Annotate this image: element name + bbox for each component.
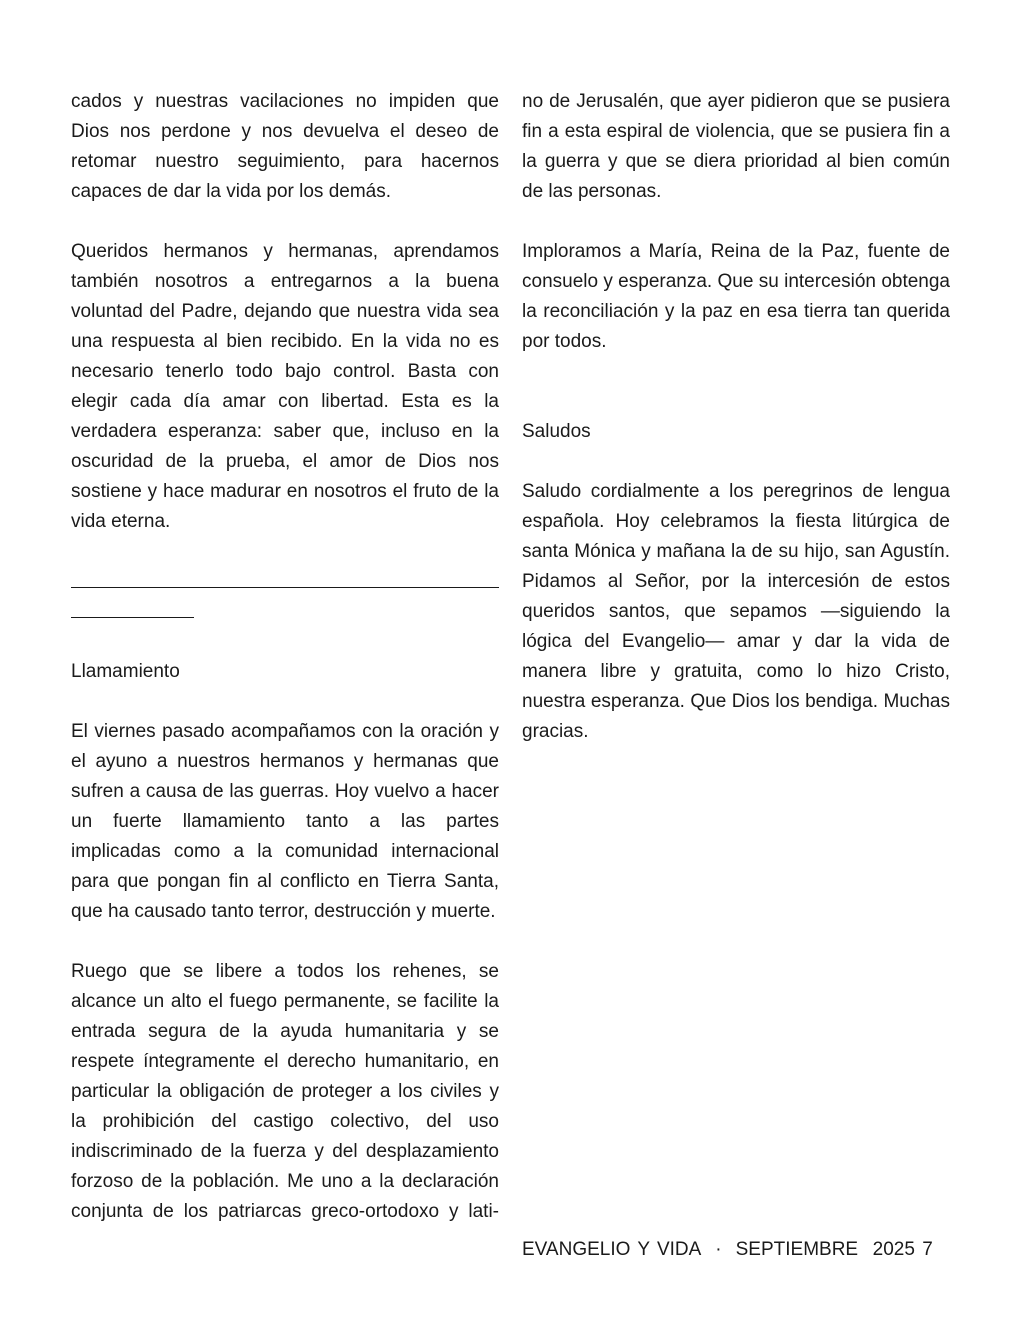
heading-saludos: Saludos <box>522 421 591 442</box>
heading-llamamiento: Llamamiento <box>71 661 180 682</box>
left-paragraph-3: El viernes pasado acompañamos con la oración y el ayuno a nuestros hermanos y hermanas que sufren a causa de las guerras. Hoy vuelvo a hacer un fuerte llamamiento tanto a las partes implicadas como a la comunidad internacional para que pongan fin al conflicto en Tierra Santa, que ha causado tanto terror, destrucción y muerte. <box>71 721 499 922</box>
divider-rule-long <box>71 587 499 588</box>
footer-issue: SEPTIEMBRE 2025 <box>735 1239 915 1260</box>
divider-rule-short <box>71 617 194 618</box>
right-column <box>522 87 950 777</box>
left-paragraph-2: Queridos hermanos y hermanas, aprendamos también nosotros a entregarnos a la buena voluntad del Padre, dejando que nuestra vida sea una respuesta al bien recibido. En la vida no es necesario tenerlo todo bajo control. Basta con elegir cada día amar con libertad. Esta es la verdadera esperanza: saber que, incluso en la oscuridad de la prueba, el amor de Dios nos sostiene y hace madurar en nosotros el fruto de la vida eterna. <box>71 241 499 532</box>
footer-separator: · <box>715 1239 722 1260</box>
left-paragraph-1: cados y nuestras vacilaciones no impiden que Dios nos perdone y nos devuelva el deseo de retomar nuestro seguimiento, para hacernos capaces de dar la vida por los demás. <box>71 91 499 202</box>
page-footer <box>522 1236 933 1264</box>
section-divider <box>71 567 499 627</box>
right-paragraph-1: no de Jerusalén, que ayer pidieron que se pusiera fin a esta espiral de violencia, que se pusiera fin a la guerra y que se diera prioridad al bien común de las personas. <box>522 91 950 202</box>
left-paragraph-4: Ruego que se libere a todos los rehenes, se alcance un alto el fuego permanente, se facilite la entrada segura de la ayuda humanitaria y se respete íntegramente el derecho humanitario, en particular la obligación de proteger a los civiles y la prohibición del castigo colectivo, del uso indiscriminado de la fuerza y del desplazamiento forzoso de la población. Me uno a la declaración conjunta de los patriarcas greco-ortodoxo y lati- <box>71 961 499 1222</box>
right-paragraph-3: Saludo cordialmente a los peregrinos de lengua española. Hoy celebramos la fiesta litúrgica de santa Mónica y mañana la de su hijo, san Agustín. Pidamos al Señor, por la intercesión de estos queridos santos, que sepamos —siguiendo la lógica del Evangelio— amar y dar la vida de manera libre y gratuita, como lo hizo Cristo, nuestra esperanza. Que Dios los bendiga. Muchas gracias. <box>522 481 950 742</box>
footer-publication: EVANGELIO Y VIDA <box>522 1239 702 1260</box>
footer-page-number: 7 <box>922 1239 933 1260</box>
right-paragraph-2: Imploramos a María, Reina de la Paz, fuente de consuelo y esperanza. Que su intercesión obtenga la reconciliación y la paz en esa tierra tan querida por todos. <box>522 241 950 352</box>
left-column <box>71 87 499 1257</box>
